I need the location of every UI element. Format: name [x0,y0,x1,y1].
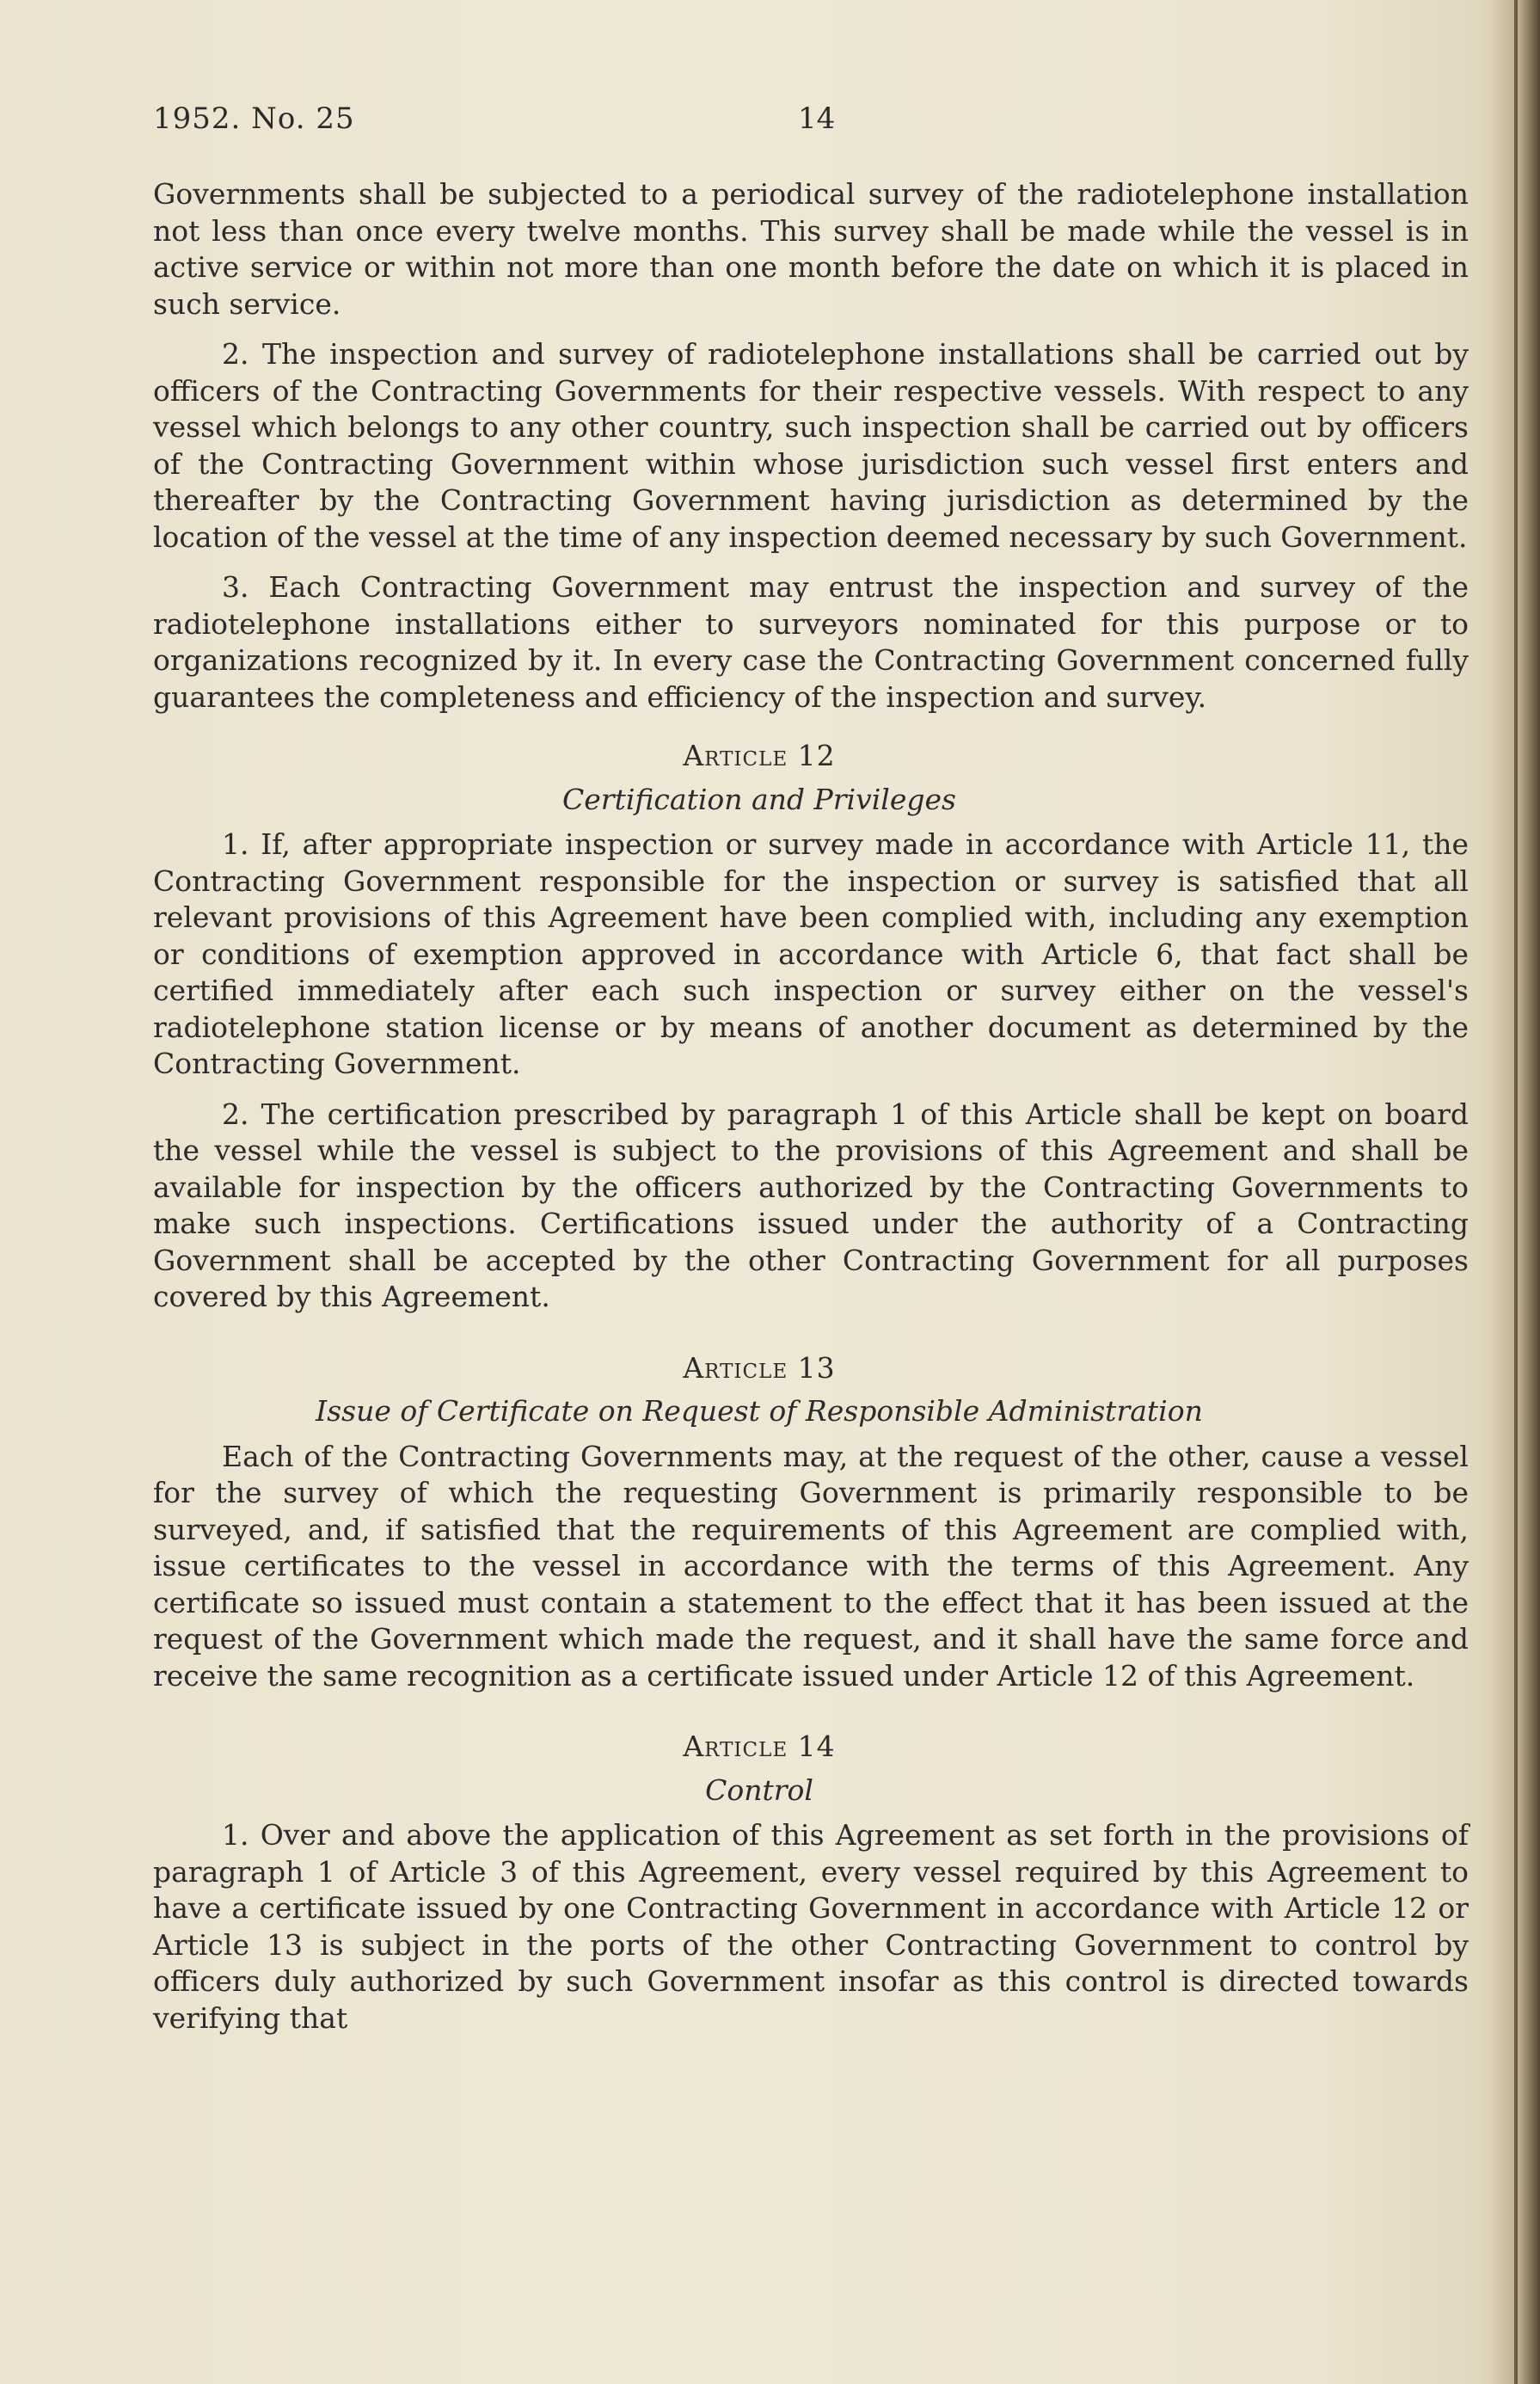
article-13-paragraph: Each of the Contracting Governments may, at the request of the other, cause a vessel for the survey of which the requesting Government is primarily responsible to be surveyed, and, if satisfied that the requirements of this Agreement are complied with, issue certificates to the vessel in accordance with the terms of this Agreement. Any certificate so issued must contain a statement to the effect that it has been issued at the request of the Government which made the request, and it shall have the same force and receive the same recognition as a certificate issued under Article 12 of this Agreement. [153,1439,1469,1693]
article-13-heading: Article 13 [683,1350,836,1385]
book-spine-edge [1514,0,1518,2384]
article-14-paragraph-1: 1. Over and above the application of this Agreement as set forth in the provisions of paragraph 1 of Article 3 of this Agreement, every vessel required by this Agreement to have a certificate issued by one Contracting Government in accordance with Article 12 or Article 13 is subject in the ports of the other Contracting Government to control by officers duly authorized by such Government insofar as this control is directed towards verifying that [153,1818,1469,2035]
page-header [153,101,1417,144]
page-number: 14 [798,101,836,136]
article-14-title: Control [705,1773,813,1807]
article-12-paragraph-2: 2. The certification prescribed by paragraph 1 of this Article shall be kept on board the vessel while the vessel is subject to the provisions of this Agreement and shall be available for inspection by the officers authorized by the Contracting Governments to make such inspections. Certifications issued under the authority of a Contracting Government shall be accepted by the other Contracting Government for all purposes covered by this Agreement. [153,1097,1469,1313]
document-body [153,176,1469,2050]
article-12-heading: Article 12 [683,739,836,772]
paragraph-2: 2. The inspection and survey of radiotelephone installations shall be carried out by officers of the Contracting Governments for their respective vessels. With respect to any vessel which belongs to any other country, such inspection shall be carried out by officers of the Contracting Government within whose jurisdiction such vessel first enters and thereafter by the Contracting Government having jurisdiction as determined by the location of the vessel at the time of any inspection deemed necessary by such Government. [153,337,1469,554]
article-12-title: Certification and Privileges [562,782,956,816]
article-13-title: Issue of Certificate on Request of Responsible Administration [316,1394,1203,1428]
paragraph-3: 3. Each Contracting Government may entrust the inspection and survey of the radiotelephone installations either to surveyors nominated for this purpose or to organizations recognized by it. In every case the Contracting Government concerned fully guarantees the completeness and efficiency of the inspection and survey. [153,570,1469,714]
paragraph-continuation: Governments shall be subjected to a periodical survey of the radiotelephone installation not less than once every twelve months. This survey shall be made while the vessel is in active service or within not more than one month before the date on which it is placed in such service. [153,177,1469,321]
article-12-paragraph-1: 1. If, after appropriate inspection or survey made in accordance with Article 11, the Contracting Government responsible for the inspection or survey is satisfied that all relevant provisions of this Agreement have been complied with, including any exemption or conditions of exemption approved in accordance with Article 6, that fact shall be certified immediately after each such inspection or survey either on the vessel's radiotelephone station license or by means of another document as determined by the Contracting Government. [153,827,1469,1080]
article-14-heading: Article 14 [683,1730,836,1763]
year-number: 1952. No. 25 [153,101,355,136]
